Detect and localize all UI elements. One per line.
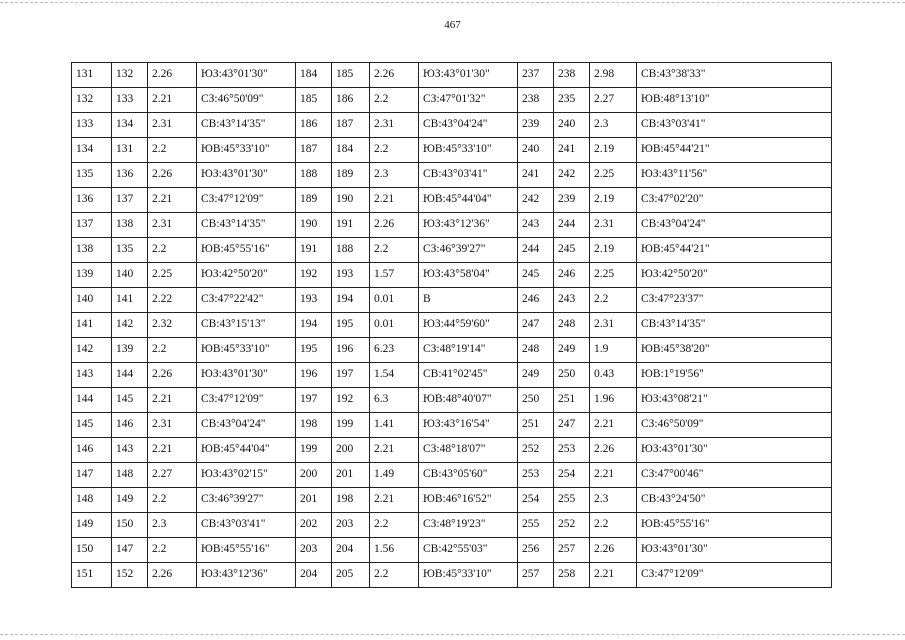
table-cell-from: 197 — [296, 388, 332, 413]
table-cell-from: 189 — [296, 188, 332, 213]
table-cell-to: 239 — [554, 188, 590, 213]
table-cell-length: 2.26 — [148, 363, 197, 388]
table-cell-from: 250 — [518, 388, 554, 413]
table-cell-length: 2.21 — [590, 563, 637, 588]
table-cell-bearing: СЗ:47°23'37" — [637, 288, 832, 313]
table-cell-to: 152 — [112, 563, 148, 588]
table-cell-length: 2.19 — [590, 188, 637, 213]
table-cell-to: 199 — [332, 413, 370, 438]
table-cell-to: 204 — [332, 538, 370, 563]
table-cell-from: 134 — [72, 138, 112, 163]
table-cell-bearing: СЗ:46°39'27" — [197, 488, 296, 513]
table-cell-length: 6.3 — [370, 388, 419, 413]
table-cell-length: 2.21 — [148, 388, 197, 413]
table-cell-bearing: СЗ:48°19'23" — [419, 513, 518, 538]
table-cell-bearing: СВ:43°05'60" — [419, 463, 518, 488]
table-cell-bearing: ЮВ:1°19'56" — [637, 363, 832, 388]
table-cell-from: 190 — [296, 213, 332, 238]
table-cell-length: 1.41 — [370, 413, 419, 438]
table-row — [72, 388, 832, 413]
table-cell-to: 255 — [554, 488, 590, 513]
table-cell-to: 195 — [332, 313, 370, 338]
table-cell-bearing: СВ:43°04'24" — [637, 213, 832, 238]
table-cell-from: 131 — [72, 63, 112, 88]
table-cell-to: 238 — [554, 63, 590, 88]
table-cell-to: 258 — [554, 563, 590, 588]
table-cell-length: 0.01 — [370, 313, 419, 338]
table-cell-length: 2.2 — [370, 563, 419, 588]
table-cell-bearing: ЮВ:45°44'04" — [197, 438, 296, 463]
table-row — [72, 513, 832, 538]
table-cell-bearing: ЮВ:45°33'10" — [419, 563, 518, 588]
table-cell-from: 144 — [72, 388, 112, 413]
table-cell-length: 0.43 — [590, 363, 637, 388]
table-cell-to: 246 — [554, 263, 590, 288]
table-cell-to: 253 — [554, 438, 590, 463]
table-cell-to: 185 — [332, 63, 370, 88]
table-cell-to: 192 — [332, 388, 370, 413]
table-cell-bearing: ЮЗ:43°58'04" — [419, 263, 518, 288]
table-cell-bearing: СВ:43°04'24" — [197, 413, 296, 438]
table-cell-bearing: ЮЗ:42°50'20" — [197, 263, 296, 288]
table-cell-length: 2.25 — [148, 263, 197, 288]
table-cell-bearing: СЗ:48°18'07" — [419, 438, 518, 463]
bottom-scan-border — [0, 634, 905, 635]
table-cell-from: 247 — [518, 313, 554, 338]
top-scan-border — [0, 2, 905, 3]
table-cell-to: 135 — [112, 238, 148, 263]
table-cell-length: 2.2 — [370, 88, 419, 113]
table-cell-to: 240 — [554, 113, 590, 138]
table-cell-from: 196 — [296, 363, 332, 388]
table-cell-bearing: ЮЗ:43°16'54" — [419, 413, 518, 438]
page-number: 467 — [444, 19, 461, 31]
table-cell-from: 193 — [296, 288, 332, 313]
table-cell-from: 254 — [518, 488, 554, 513]
table-cell-from: 186 — [296, 113, 332, 138]
table-cell-to: 189 — [332, 163, 370, 188]
table-cell-length: 2.31 — [590, 213, 637, 238]
table-cell-bearing: ЮЗ:43°08'21" — [637, 388, 832, 413]
table-cell-to: 188 — [332, 238, 370, 263]
table-cell-from: 257 — [518, 563, 554, 588]
table-cell-to: 134 — [112, 113, 148, 138]
table-cell-bearing: ЮВ:48°13'10" — [637, 88, 832, 113]
table-cell-length: 2.2 — [148, 138, 197, 163]
table-cell-bearing: ЮЗ:44°59'60" — [419, 313, 518, 338]
table-cell-bearing: ЮЗ:43°11'56" — [637, 163, 832, 188]
table-cell-length: 2.19 — [590, 238, 637, 263]
table-cell-from: 239 — [518, 113, 554, 138]
table-cell-bearing: ЮЗ:43°01'30" — [637, 438, 832, 463]
table-cell-bearing: ЮВ:45°33'10" — [419, 138, 518, 163]
table-body — [72, 63, 832, 588]
table-cell-bearing: ЮЗ:43°12'36" — [197, 563, 296, 588]
table-row — [72, 413, 832, 438]
table-cell-from: 133 — [72, 113, 112, 138]
table-cell-bearing: СВ:43°24'50" — [637, 488, 832, 513]
table-row — [72, 113, 832, 138]
table-cell-from: 148 — [72, 488, 112, 513]
table-cell-from: 141 — [72, 313, 112, 338]
table-cell-from: 242 — [518, 188, 554, 213]
table-cell-length: 2.26 — [148, 63, 197, 88]
table-cell-from: 137 — [72, 213, 112, 238]
table-cell-length: 2.27 — [590, 88, 637, 113]
table-cell-from: 203 — [296, 538, 332, 563]
table-cell-to: 140 — [112, 263, 148, 288]
table-cell-length: 2.2 — [590, 288, 637, 313]
table-cell-to: 149 — [112, 488, 148, 513]
table-cell-bearing: ЮЗ:43°12'36" — [419, 213, 518, 238]
table-cell-bearing: ЮЗ:43°01'30" — [419, 63, 518, 88]
table-cell-length: 1.57 — [370, 263, 419, 288]
table-cell-bearing: ЮВ:48°40'07" — [419, 388, 518, 413]
table-cell-bearing: СВ:43°38'33" — [637, 63, 832, 88]
table-cell-to: 243 — [554, 288, 590, 313]
table-cell-from: 201 — [296, 488, 332, 513]
table-cell-to: 198 — [332, 488, 370, 513]
table-cell-from: 251 — [518, 413, 554, 438]
table-cell-length: 2.2 — [370, 238, 419, 263]
table-cell-to: 245 — [554, 238, 590, 263]
table-cell-length: 2.21 — [370, 438, 419, 463]
table-cell-length: 1.54 — [370, 363, 419, 388]
table-cell-length: 2.32 — [148, 313, 197, 338]
table-cell-from: 238 — [518, 88, 554, 113]
table-cell-bearing: СЗ:48°19'14" — [419, 338, 518, 363]
table-cell-bearing: В — [419, 288, 518, 313]
table-row — [72, 563, 832, 588]
table-cell-to: 194 — [332, 288, 370, 313]
table-cell-bearing: СЗ:46°50'09" — [197, 88, 296, 113]
table-cell-length: 2.19 — [590, 138, 637, 163]
table-cell-bearing: ЮВ:45°55'16" — [637, 513, 832, 538]
table-cell-bearing: ЮВ:45°33'10" — [197, 138, 296, 163]
table-cell-from: 151 — [72, 563, 112, 588]
table-cell-length: 2.27 — [148, 463, 197, 488]
table-row — [72, 363, 832, 388]
table-cell-to: 244 — [554, 213, 590, 238]
table-cell-length: 2.98 — [590, 63, 637, 88]
table-cell-length: 2.31 — [148, 413, 197, 438]
table-cell-length: 2.21 — [590, 413, 637, 438]
table-cell-to: 136 — [112, 163, 148, 188]
table-cell-to: 235 — [554, 88, 590, 113]
table-cell-from: 240 — [518, 138, 554, 163]
table-cell-bearing: СВ:43°03'41" — [419, 163, 518, 188]
table-row — [72, 438, 832, 463]
table-cell-from: 142 — [72, 338, 112, 363]
table-cell-bearing: ЮЗ:43°01'30" — [197, 363, 296, 388]
table-cell-length: 1.9 — [590, 338, 637, 363]
table-cell-to: 257 — [554, 538, 590, 563]
table-cell-from: 146 — [72, 438, 112, 463]
table-cell-from: 256 — [518, 538, 554, 563]
table-cell-from: 198 — [296, 413, 332, 438]
table-cell-to: 196 — [332, 338, 370, 363]
table-cell-bearing: СЗ:47°12'09" — [197, 388, 296, 413]
table-cell-length: 2.3 — [590, 113, 637, 138]
table-cell-length: 2.21 — [370, 188, 419, 213]
table-cell-from: 237 — [518, 63, 554, 88]
table-cell-from: 248 — [518, 338, 554, 363]
table-cell-from: 252 — [518, 438, 554, 463]
table-cell-length: 2.3 — [370, 163, 419, 188]
table-cell-to: 184 — [332, 138, 370, 163]
table-cell-to: 186 — [332, 88, 370, 113]
table-cell-bearing: ЮВ:45°38'20" — [637, 338, 832, 363]
table-cell-to: 144 — [112, 363, 148, 388]
table-cell-to: 200 — [332, 438, 370, 463]
table-cell-length: 2.31 — [370, 113, 419, 138]
table-cell-to: 141 — [112, 288, 148, 313]
table-cell-bearing: СВ:43°14'35" — [197, 113, 296, 138]
table-cell-from: 202 — [296, 513, 332, 538]
table-cell-bearing: ЮЗ:42°50'20" — [637, 263, 832, 288]
table-cell-from: 244 — [518, 238, 554, 263]
table-cell-from: 147 — [72, 463, 112, 488]
table-cell-from: 246 — [518, 288, 554, 313]
table-row — [72, 163, 832, 188]
table-row — [72, 288, 832, 313]
table-cell-to: 142 — [112, 313, 148, 338]
table-cell-from: 194 — [296, 313, 332, 338]
table-cell-length: 2.31 — [148, 213, 197, 238]
table-cell-to: 242 — [554, 163, 590, 188]
table-cell-bearing: СЗ:47°01'32" — [419, 88, 518, 113]
table-cell-bearing: СЗ:47°02'20" — [637, 188, 832, 213]
table-cell-bearing: СВ:43°03'41" — [637, 113, 832, 138]
table-cell-to: 147 — [112, 538, 148, 563]
table-cell-from: 192 — [296, 263, 332, 288]
table-row — [72, 213, 832, 238]
table-cell-to: 137 — [112, 188, 148, 213]
table-cell-to: 203 — [332, 513, 370, 538]
table-cell-length: 6.23 — [370, 338, 419, 363]
table-cell-length: 2.2 — [370, 138, 419, 163]
table-cell-to: 249 — [554, 338, 590, 363]
table-cell-length: 1.49 — [370, 463, 419, 488]
table-cell-from: 200 — [296, 463, 332, 488]
table-cell-from: 143 — [72, 363, 112, 388]
table-cell-bearing: СЗ:47°00'46" — [637, 463, 832, 488]
table-cell-to: 187 — [332, 113, 370, 138]
table-cell-length: 2.21 — [148, 438, 197, 463]
table-cell-from: 195 — [296, 338, 332, 363]
table-cell-length: 2.25 — [590, 163, 637, 188]
table-cell-bearing: ЮВ:45°44'21" — [637, 138, 832, 163]
table-cell-from: 188 — [296, 163, 332, 188]
table-cell-to: 205 — [332, 563, 370, 588]
table-cell-from: 149 — [72, 513, 112, 538]
table-row — [72, 488, 832, 513]
table-cell-to: 133 — [112, 88, 148, 113]
table-cell-to: 252 — [554, 513, 590, 538]
table-cell-bearing: СВ:43°04'24" — [419, 113, 518, 138]
table-cell-length: 2.21 — [590, 463, 637, 488]
table-cell-to: 201 — [332, 463, 370, 488]
table-cell-from: 150 — [72, 538, 112, 563]
table-cell-length: 2.3 — [148, 513, 197, 538]
table-row — [72, 63, 832, 88]
table-row — [72, 338, 832, 363]
table-cell-to: 143 — [112, 438, 148, 463]
table-cell-from: 135 — [72, 163, 112, 188]
table-cell-bearing: СЗ:47°22'42" — [197, 288, 296, 313]
table-cell-bearing: ЮВ:46°16'52" — [419, 488, 518, 513]
table-cell-bearing: СВ:43°15'13" — [197, 313, 296, 338]
table-cell-from: 199 — [296, 438, 332, 463]
table-cell-from: 241 — [518, 163, 554, 188]
table-cell-length: 0.01 — [370, 288, 419, 313]
table-cell-to: 254 — [554, 463, 590, 488]
table-row — [72, 138, 832, 163]
table-cell-length: 2.21 — [370, 488, 419, 513]
table-cell-to: 248 — [554, 313, 590, 338]
table-cell-length: 2.31 — [590, 313, 637, 338]
table-cell-length: 2.2 — [148, 488, 197, 513]
table-cell-from: 253 — [518, 463, 554, 488]
table-cell-bearing: ЮЗ:43°01'30" — [197, 163, 296, 188]
table-row — [72, 238, 832, 263]
table-cell-from: 132 — [72, 88, 112, 113]
table-cell-from: 185 — [296, 88, 332, 113]
table-cell-bearing: СВ:42°55'03" — [419, 538, 518, 563]
table-cell-length: 2.31 — [148, 113, 197, 138]
table-cell-from: 138 — [72, 238, 112, 263]
table-cell-to: 131 — [112, 138, 148, 163]
table-cell-bearing: ЮЗ:43°01'30" — [637, 538, 832, 563]
table-cell-from: 191 — [296, 238, 332, 263]
table-cell-to: 150 — [112, 513, 148, 538]
table-row — [72, 88, 832, 113]
table-cell-length: 2.2 — [590, 513, 637, 538]
table-cell-length: 2.26 — [148, 563, 197, 588]
table-cell-to: 241 — [554, 138, 590, 163]
table-cell-bearing: СВ:41°02'45" — [419, 363, 518, 388]
bearing-table — [71, 62, 832, 588]
table-cell-from: 184 — [296, 63, 332, 88]
table-cell-length: 2.3 — [590, 488, 637, 513]
table-cell-to: 139 — [112, 338, 148, 363]
table-cell-bearing: ЮВ:45°44'21" — [637, 238, 832, 263]
table-cell-from: 140 — [72, 288, 112, 313]
table-cell-length: 2.2 — [148, 238, 197, 263]
table-cell-to: 250 — [554, 363, 590, 388]
table-row — [72, 463, 832, 488]
table-cell-to: 247 — [554, 413, 590, 438]
table-cell-bearing: ЮВ:45°55'16" — [197, 538, 296, 563]
table-cell-from: 249 — [518, 363, 554, 388]
table-cell-to: 190 — [332, 188, 370, 213]
table-cell-bearing: ЮЗ:43°02'15" — [197, 463, 296, 488]
table-cell-to: 132 — [112, 63, 148, 88]
table-cell-bearing: ЮВ:45°33'10" — [197, 338, 296, 363]
table-cell-bearing: СЗ:46°50'09" — [637, 413, 832, 438]
table-cell-length: 2.25 — [590, 263, 637, 288]
table-cell-length: 2.26 — [148, 163, 197, 188]
table-cell-from: 255 — [518, 513, 554, 538]
table-cell-from: 139 — [72, 263, 112, 288]
table-cell-bearing: СВ:43°03'41" — [197, 513, 296, 538]
table-row — [72, 263, 832, 288]
table-cell-to: 145 — [112, 388, 148, 413]
table-cell-to: 193 — [332, 263, 370, 288]
table-cell-from: 204 — [296, 563, 332, 588]
table-cell-from: 187 — [296, 138, 332, 163]
table-row — [72, 538, 832, 563]
table-cell-length: 2.2 — [148, 338, 197, 363]
table-cell-to: 251 — [554, 388, 590, 413]
table-cell-length: 1.56 — [370, 538, 419, 563]
table-cell-length: 2.2 — [370, 513, 419, 538]
table-cell-to: 148 — [112, 463, 148, 488]
table-cell-from: 245 — [518, 263, 554, 288]
table-cell-from: 136 — [72, 188, 112, 213]
table-cell-length: 2.26 — [370, 63, 419, 88]
table-cell-bearing: ЮВ:45°55'16" — [197, 238, 296, 263]
table-cell-from: 145 — [72, 413, 112, 438]
table-cell-to: 197 — [332, 363, 370, 388]
table-cell-to: 138 — [112, 213, 148, 238]
table-cell-from: 243 — [518, 213, 554, 238]
table-cell-length: 1.96 — [590, 388, 637, 413]
table-cell-bearing: СВ:43°14'35" — [637, 313, 832, 338]
table-cell-bearing: ЮВ:45°44'04" — [419, 188, 518, 213]
table-cell-to: 146 — [112, 413, 148, 438]
table-cell-length: 2.26 — [590, 438, 637, 463]
table-cell-bearing: СЗ:47°12'09" — [197, 188, 296, 213]
table-cell-length: 2.26 — [590, 538, 637, 563]
table-row — [72, 188, 832, 213]
table-cell-length: 2.22 — [148, 288, 197, 313]
table-cell-bearing: СЗ:46°39'27" — [419, 238, 518, 263]
table-cell-bearing: СВ:43°14'35" — [197, 213, 296, 238]
table-cell-bearing: ЮЗ:43°01'30" — [197, 63, 296, 88]
table-cell-length: 2.2 — [148, 538, 197, 563]
table-cell-to: 191 — [332, 213, 370, 238]
table-cell-bearing: СЗ:47°12'09" — [637, 563, 832, 588]
table-cell-length: 2.26 — [370, 213, 419, 238]
table-row — [72, 313, 832, 338]
table-cell-length: 2.21 — [148, 188, 197, 213]
table-cell-length: 2.21 — [148, 88, 197, 113]
